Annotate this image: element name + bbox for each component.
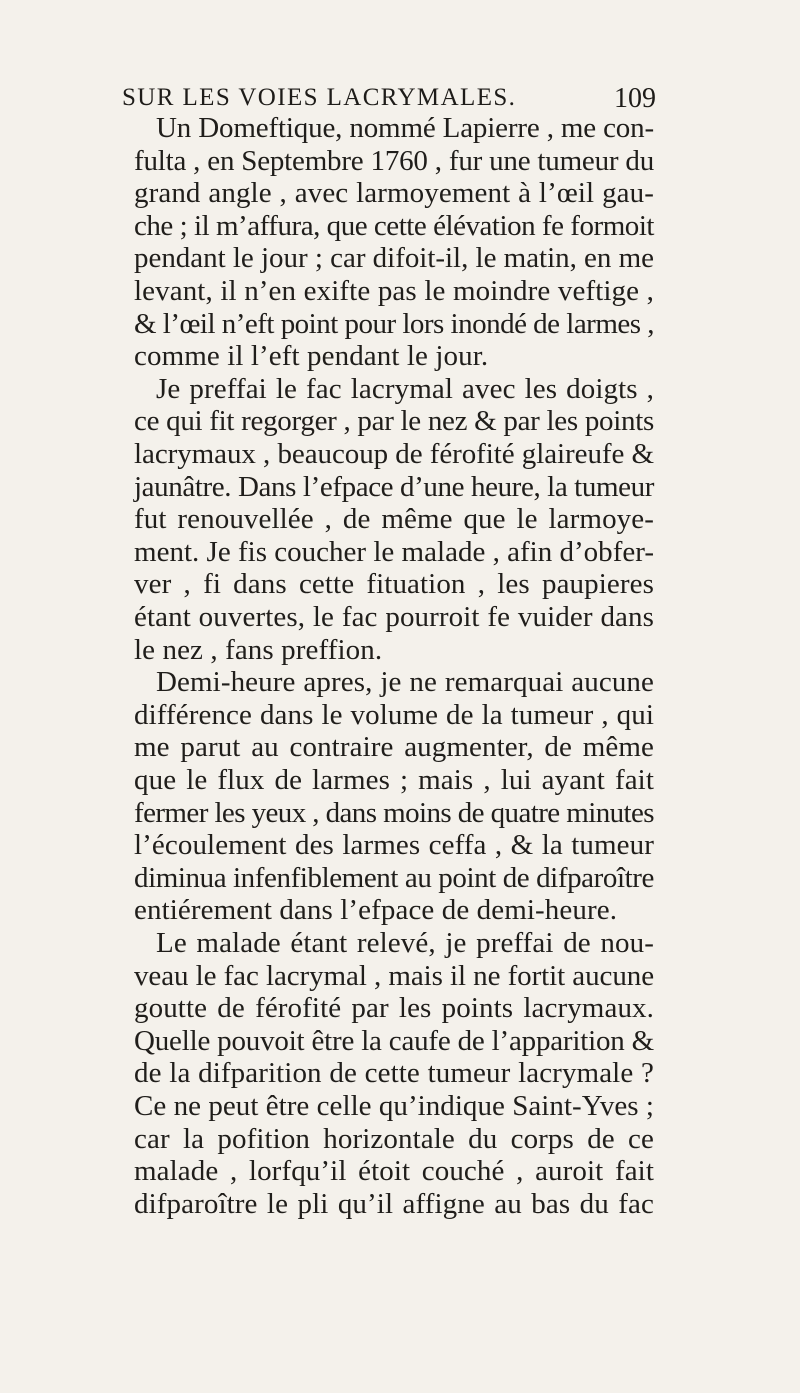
text-line: ce qui fit regorger , par le nez & par les points: [134, 405, 654, 438]
page-number: 109: [614, 83, 656, 114]
text-line: différence dans le volume de la tumeur , qui: [134, 698, 654, 731]
text-line: diminua infenfiblement au point de difparoître: [134, 861, 654, 894]
text-line: ment. Je fis coucher le malade , afin d’obfer-: [134, 535, 654, 568]
text-line: jaunâtre. Dans l’efpace d’une heure, la tumeur: [134, 470, 654, 503]
text-line: Le malade étant relevé, je preffai de nou-: [156, 927, 654, 959]
text-line: fulta , en Septembre 1760 , fur une tumeur du: [134, 144, 654, 177]
text-line: fermer les yeux , dans moins de quatre minutes: [134, 796, 654, 829]
text-line: fut renouvellée , de même que le larmoye-: [134, 503, 654, 536]
running-head-title: SUR LES VOIES LACRYMALES.: [122, 84, 517, 111]
text-line: Un Domeftique, nommé Lapierre , me con-: [156, 112, 654, 144]
text-line: le nez , fans preffion.: [134, 633, 383, 666]
text-line: & l’œil n’eft point pour lors inondé de larmes ,: [134, 307, 654, 340]
text-line: levant, il n’en exifte pas le moindre veftige ,: [134, 275, 654, 307]
text-line: de la difparition de cette tumeur lacrymale ?: [134, 1057, 654, 1090]
text-line: me parut au contraire augmenter, de même: [134, 731, 654, 764]
text-line: l’écoulement des larmes ceffa , & la tumeur: [134, 829, 654, 862]
text-line: malade , lorfqu’il étoit couché , auroit fait: [134, 1155, 654, 1188]
text-line: Ce ne peut être celle qu’indique Saint-Yves ;: [134, 1090, 654, 1122]
text-line: Demi-heure apres, je ne remarquai aucune: [156, 666, 654, 699]
text-line: goutte de férofité par les points lacrymaux.: [134, 992, 654, 1025]
text-line: che ; il m’affura, que cette élévation fe formoit: [134, 209, 654, 242]
text-line: Quelle pouvoit être la caufe de l’apparition &: [134, 1024, 654, 1057]
text-line: comme il l’eft pendant le jour.: [134, 340, 489, 373]
text-line: que le flux de larmes ; mais , lui ayant fait: [134, 764, 654, 796]
text-line: ver , fi dans cette fituation , les paupieres: [134, 568, 654, 601]
text-line: grand angle , avec larmoyement à l’œil gau-: [134, 177, 654, 210]
text-line: difparoître le pli qu’il affigne au bas du fac: [134, 1187, 654, 1220]
text-line: pendant le jour ; car difoit-il, le matin, en me: [134, 242, 654, 275]
text-line: étant ouvertes, le fac pourroit fe vuider dans: [134, 601, 654, 633]
text-line: Je preffai le fac lacrymal avec les doigts ,: [156, 372, 654, 405]
text-line: entiérement dans l’efpace de demi-heure.: [134, 894, 618, 927]
text-line: car la pofition horizontale du corps de ce: [134, 1122, 654, 1155]
text-line: lacrymaux , beaucoup de férofité glaireufe &: [134, 438, 654, 470]
text-line: veau le fac lacrymal , mais il ne fortit aucune: [134, 959, 654, 992]
